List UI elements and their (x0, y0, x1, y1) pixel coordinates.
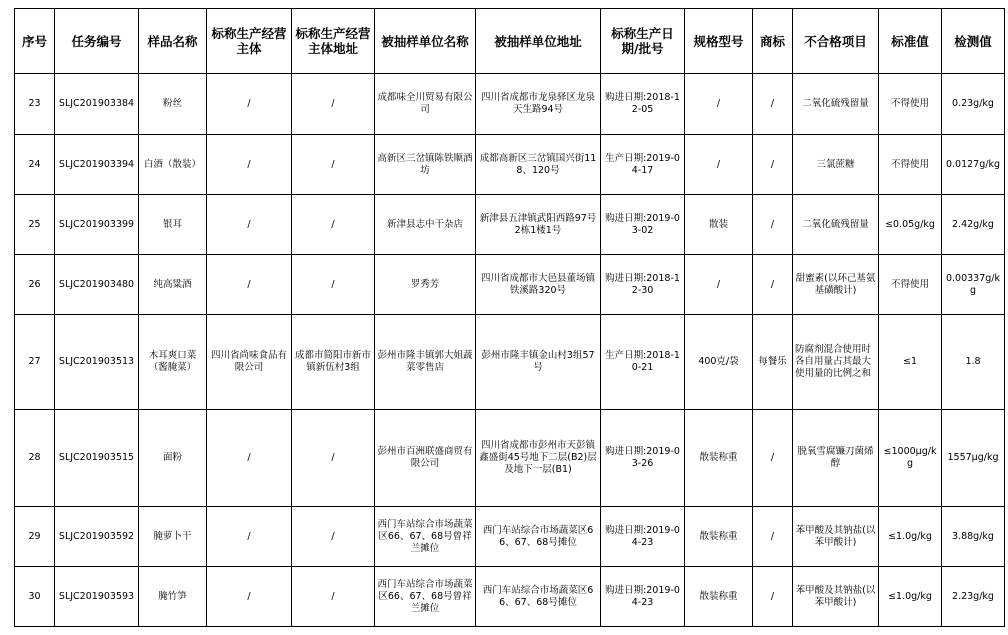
cell-sampled-unit: 西门车站综合市场蔬菜区66、67、68号曾祥兰摊位 (375, 567, 476, 627)
cell-result: 2.23g/kg (942, 567, 1005, 627)
table-row (15, 195, 1005, 255)
cell-sampled-address: 新津县五津镇武阳西路97号2栋1楼1号 (476, 195, 601, 255)
cell-failed-item: 甜蜜素(以环己基氨基磺酸计) (793, 255, 879, 315)
table-row (15, 74, 1005, 135)
cell-sample-name: 腌萝卜干 (139, 507, 207, 567)
cell-standard: 不得使用 (879, 135, 942, 195)
cell-producer: / (207, 410, 292, 507)
cell-trademark: / (753, 74, 793, 135)
cell-sample-name: 腌竹笋 (139, 567, 207, 627)
cell-seq: 23 (15, 74, 55, 135)
header-result: 检测值 (942, 9, 1005, 74)
cell-producer-address: 成都市简阳市新市镇新伍村3组 (292, 315, 375, 410)
cell-spec: 散装称重 (685, 410, 753, 507)
header-sample-name: 样品名称 (139, 9, 207, 74)
cell-producer-address: / (292, 507, 375, 567)
cell-sample-name: 白酒（散装） (139, 135, 207, 195)
cell-sampled-unit: 彭州市隆丰镇郭大姐蔬菜零售店 (375, 315, 476, 410)
cell-sampled-unit: 成都味全川贸易有限公司 (375, 74, 476, 135)
table-row (15, 410, 1005, 507)
table-row (15, 255, 1005, 315)
cell-standard: 不得使用 (879, 255, 942, 315)
cell-trademark: / (753, 195, 793, 255)
cell-seq: 29 (15, 507, 55, 567)
cell-date-batch: 购进日期:2018-12-30 (601, 255, 685, 315)
cell-failed-item: 二氧化硫残留量 (793, 74, 879, 135)
cell-sample-name: 面粉 (139, 410, 207, 507)
cell-sampled-unit: 罗秀芳 (375, 255, 476, 315)
cell-sampled-unit: 西门车站综合市场蔬菜区66、67、68号曾祥兰摊位 (375, 507, 476, 567)
cell-trademark: / (753, 255, 793, 315)
cell-trademark: / (753, 507, 793, 567)
cell-producer: / (207, 135, 292, 195)
cell-seq: 27 (15, 315, 55, 410)
cell-sample-name: 纯高粱酒 (139, 255, 207, 315)
cell-task-no: SLJC201903592 (55, 507, 139, 567)
cell-standard: ≤0.05g/kg (879, 195, 942, 255)
cell-result: 1.8 (942, 315, 1005, 410)
header-seq: 序号 (15, 9, 55, 74)
cell-trademark: / (753, 410, 793, 507)
cell-producer: / (207, 74, 292, 135)
cell-sample-name: 木耳爽口菜（酱腌菜） (139, 315, 207, 410)
cell-task-no: SLJC201903515 (55, 410, 139, 507)
cell-result: 3.88g/kg (942, 507, 1005, 567)
cell-spec: 散装 (685, 195, 753, 255)
cell-result: 1557μg/kg (942, 410, 1005, 507)
cell-standard: ≤1.0g/kg (879, 507, 942, 567)
cell-standard: 不得使用 (879, 74, 942, 135)
cell-result: 0.23g/kg (942, 74, 1005, 135)
header-trademark: 商标 (753, 9, 793, 74)
cell-producer: / (207, 195, 292, 255)
cell-spec: 散装称重 (685, 507, 753, 567)
cell-date-batch: 购进日期:2019-04-23 (601, 567, 685, 627)
results-table (14, 8, 1005, 627)
cell-failed-item: 三氯蔗糖 (793, 135, 879, 195)
cell-seq: 26 (15, 255, 55, 315)
cell-spec: 400克/袋 (685, 315, 753, 410)
cell-result: 0.0127g/kg (942, 135, 1005, 195)
cell-standard: ≤1 (879, 315, 942, 410)
cell-sampled-address: 西门车站综合市场蔬菜区66、67、68号摊位 (476, 507, 601, 567)
cell-standard: ≤1000μg/kg (879, 410, 942, 507)
cell-date-batch: 生产日期:2019-04-17 (601, 135, 685, 195)
cell-producer: / (207, 567, 292, 627)
table-row (15, 507, 1005, 567)
cell-sampled-address: 彭州市隆丰镇金山村3组57号 (476, 315, 601, 410)
cell-task-no: SLJC201903513 (55, 315, 139, 410)
header-sampled-address: 被抽样单位地址 (476, 9, 601, 74)
header-producer: 标称生产经营主体 (207, 9, 292, 74)
cell-seq: 24 (15, 135, 55, 195)
header-row (15, 9, 1005, 74)
cell-date-batch: 购进日期:2019-03-02 (601, 195, 685, 255)
cell-producer-address: / (292, 567, 375, 627)
cell-task-no: SLJC201903394 (55, 135, 139, 195)
cell-producer: / (207, 255, 292, 315)
cell-task-no: SLJC201903384 (55, 74, 139, 135)
cell-date-batch: 购进日期:2018-12-05 (601, 74, 685, 135)
cell-task-no: SLJC201903480 (55, 255, 139, 315)
cell-sample-name: 银耳 (139, 195, 207, 255)
cell-seq: 25 (15, 195, 55, 255)
table-row (15, 567, 1005, 627)
cell-failed-item: 防腐剂混合使用时各自用量占其最大使用量的比例之和 (793, 315, 879, 410)
cell-date-batch: 生产日期:2018-10-21 (601, 315, 685, 410)
cell-failed-item: 苯甲酸及其钠盐(以苯甲酸计) (793, 507, 879, 567)
cell-sampled-unit: 新津县志中干杂店 (375, 195, 476, 255)
cell-date-batch: 购进日期:2019-03-26 (601, 410, 685, 507)
table-row (15, 135, 1005, 195)
cell-failed-item: 二氧化硫残留量 (793, 195, 879, 255)
cell-sampled-address: 四川省成都市龙泉驿区龙泉天生路94号 (476, 74, 601, 135)
cell-sampled-unit: 高新区三岔镇陈铁顺酒坊 (375, 135, 476, 195)
header-task-no: 任务编号 (55, 9, 139, 74)
cell-sampled-address: 四川省成都市大邑县董场镇铁溪路320号 (476, 255, 601, 315)
cell-spec: 散装称重 (685, 567, 753, 627)
cell-trademark: 每餐乐 (753, 315, 793, 410)
cell-date-batch: 购进日期:2019-04-23 (601, 507, 685, 567)
cell-sampled-address: 成都高新区三岔镇国兴街118、120号 (476, 135, 601, 195)
cell-producer-address: / (292, 255, 375, 315)
header-sampled-unit: 被抽样单位名称 (375, 9, 476, 74)
cell-spec: / (685, 255, 753, 315)
header-failed-item: 不合格项目 (793, 9, 879, 74)
cell-producer-address: / (292, 135, 375, 195)
cell-result: 0.00337g/kg (942, 255, 1005, 315)
cell-trademark: / (753, 135, 793, 195)
cell-producer-address: / (292, 410, 375, 507)
cell-sampled-address: 西门车站综合市场蔬菜区66、67、68号摊位 (476, 567, 601, 627)
cell-producer-address: / (292, 195, 375, 255)
header-spec: 规格型号 (685, 9, 753, 74)
cell-sample-name: 粉丝 (139, 74, 207, 135)
table-row (15, 315, 1005, 410)
cell-sampled-unit: 彭州市百洲联盛商贸有限公司 (375, 410, 476, 507)
cell-failed-item: 苯甲酸及其钠盐(以苯甲酸计) (793, 567, 879, 627)
cell-producer: 四川省尚味食品有限公司 (207, 315, 292, 410)
cell-standard: ≤1.0g/kg (879, 567, 942, 627)
cell-sampled-address: 四川省成都市彭州市天彭镇鑫盛街45号地下二层(B2)层及地下一层(B1) (476, 410, 601, 507)
cell-producer: / (207, 507, 292, 567)
cell-failed-item: 脱氧雪腐镰刀菌烯醇 (793, 410, 879, 507)
cell-seq: 30 (15, 567, 55, 627)
cell-task-no: SLJC201903399 (55, 195, 139, 255)
cell-task-no: SLJC201903593 (55, 567, 139, 627)
cell-producer-address: / (292, 74, 375, 135)
cell-spec: / (685, 74, 753, 135)
cell-result: 2.42g/kg (942, 195, 1005, 255)
header-producer-address: 标称生产经营主体地址 (292, 9, 375, 74)
cell-trademark: / (753, 567, 793, 627)
header-date-batch: 标称生产日期/批号 (601, 9, 685, 74)
cell-seq: 28 (15, 410, 55, 507)
header-standard: 标准值 (879, 9, 942, 74)
cell-spec: / (685, 135, 753, 195)
